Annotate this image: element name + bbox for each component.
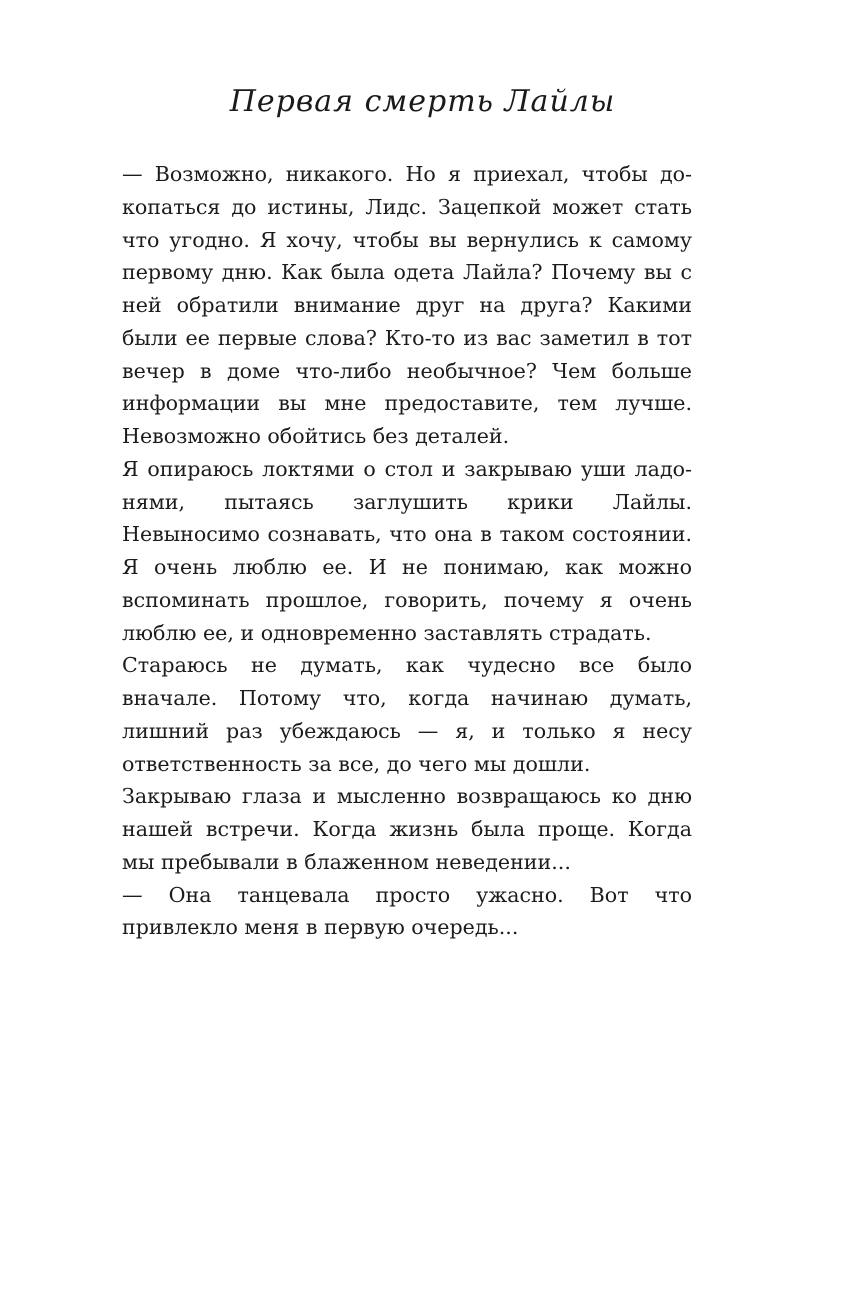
- paragraph-5-text: — Она танцевала просто ужасно. Вот что привлекло меня в первую очередь...: [122, 882, 692, 940]
- paragraph-5: [122, 879, 692, 945]
- paragraph-1-text: — Возможно, никакого. Но я приехал, чтобы докопаться до истины, Лидс. Зацепкой может стать что угодно. Я хочу, чтобы вы вернулись к самому первому дню. Как была одета Лайла? Почему вы с ней обратили внимание друг на друга? Какими были ее первые слова? Кто-то из вас заметил в тот вечер в доме что-либо необычное? Чем больше информации вы мне предоставите, тем лучше. Невозможно обойтись без деталей.: [122, 162, 692, 448]
- running-head-title: Первая смерть Лайлы: [229, 84, 616, 119]
- paragraph-1: [122, 158, 692, 453]
- paragraph-3-text: Стараюсь не думать, как чудесно все было вначале. Потому что, когда начинаю думать, лишний раз убеждаюсь — я, и только я несу ответственность за все, до чего мы дошли.: [122, 653, 692, 776]
- paragraph-4: [122, 780, 692, 878]
- paragraph-4-text: Закрываю глаза и мысленно возвращаюсь ко дню нашей встречи. Когда жизнь была проще. Когда мы пребывали в блаженном неведении...: [122, 784, 692, 874]
- paragraph-2-text: Я опираюсь локтями о стол и закрываю уши ладонями, пытаясь заглушить крики Лайлы. Невыносимо сознавать, что она в таком состоянии. Я очень люблю ее. И не понимаю, как можно вспоминать прошлое, говорить, почему я очень люблю ее, и одновременно заставлять страдать.: [122, 456, 692, 645]
- text-body: [122, 158, 692, 944]
- paragraph-2: [122, 453, 692, 650]
- paragraph-3: [122, 649, 692, 780]
